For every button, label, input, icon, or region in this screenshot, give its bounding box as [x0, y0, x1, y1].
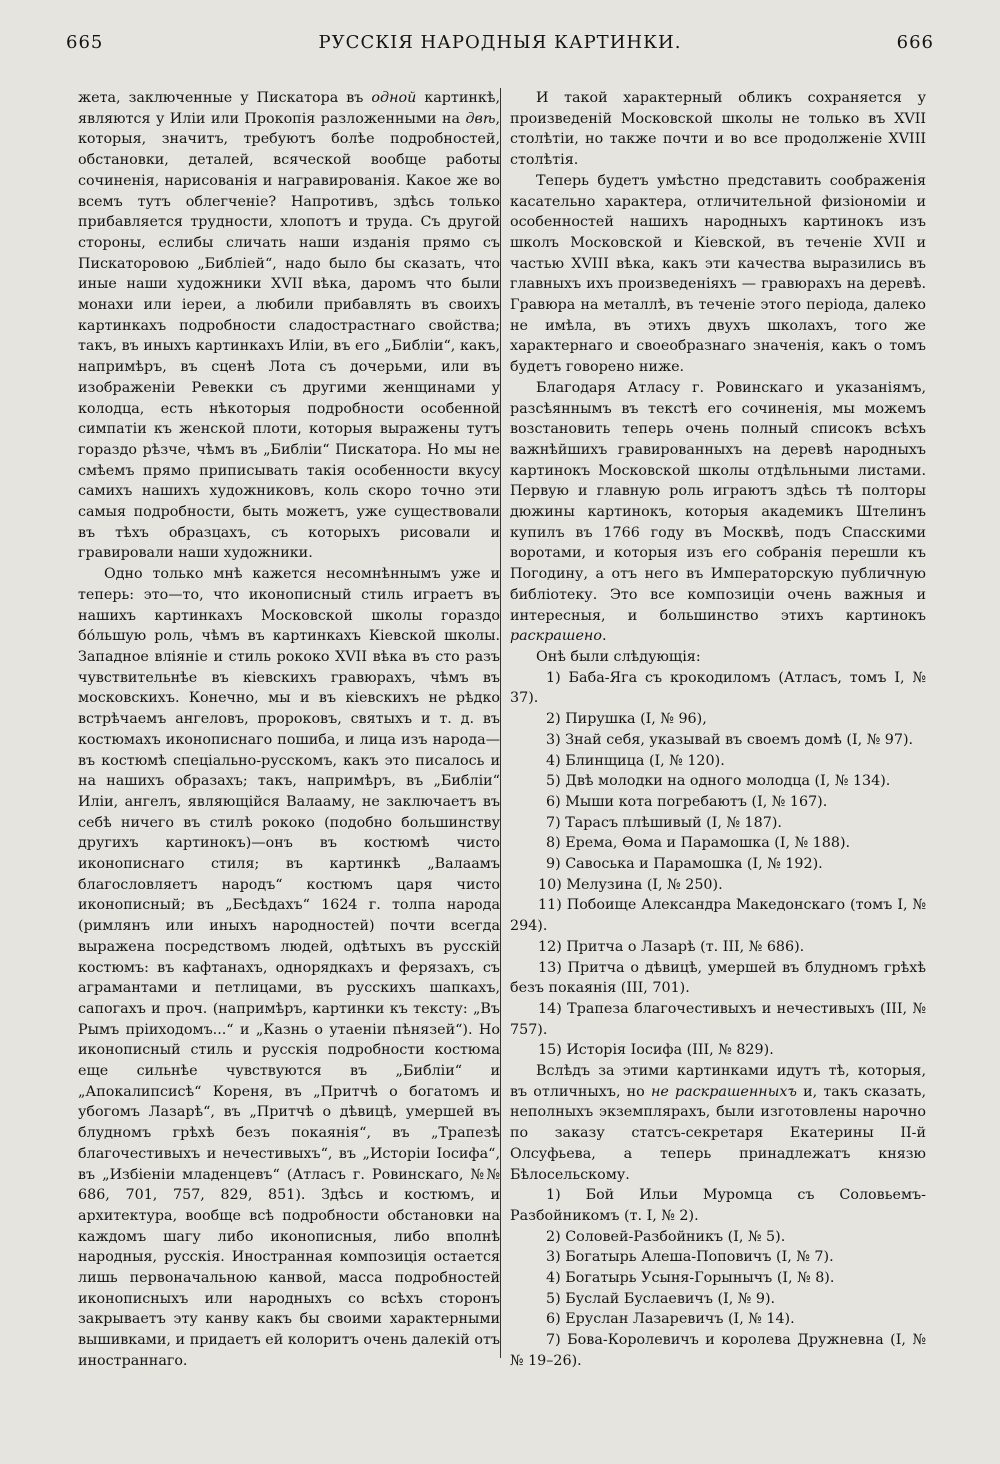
- list-item: 3) Богатырь Алеша-Поповичъ (I, № 7).: [546, 1249, 834, 1266]
- page-number-right: 666: [896, 32, 934, 53]
- list-item: 9) Савоська и Парамошка (I, № 192).: [546, 856, 823, 873]
- paragraph: жета, заключенные у Пискатора въ одной картинкѣ, являются у Иліи или Прокопія разложенными на двѣ, которыя, значитъ, требуютъ болѣе подробностей, обстановки, деталей, всяческой вообще работы сочиненія, нарисованія и награвированія. Какое же во всемъ тутъ облегченіе? Напротивъ, здѣсь только прибавляется трудности, хлопотъ и труда. Съ другой стороны, еслибы сличать наши изданія прямо съ Пискаторовою „Библіей“, надо было бы сказать, что иные наши художники XVII вѣка, даромъ что были монахи или іереи, а любили прибавлять въ своихъ картинкахъ подробности сладострастнаго свойства; такъ, въ иныхъ картинкахъ Иліи, въ его „Библіи“, какъ, напримѣръ, въ сценѣ Лота съ дочерьми, или въ изображеніи Ревекки съ другими женщинами у колодца, есть нѣкоторыя подробности особенной симпатіи къ женской плоти, которыя выражены тутъ гораздо рѣзче, чѣмъ въ „Библіи“ Пискатора. Но мы не смѣемъ прямо приписывать такія особенности вкусу самихъ нашихъ художниковъ, коль скоро точно эти самыя подробности, быть можетъ, уже существовали въ тѣхъ образцахъ, съ которыхъ рисовали и гравировали наши художники.: [78, 90, 500, 562]
- paragraph: Вслѣдъ за этими картинками идутъ тѣ, которыя, въ отличныхъ, но не раскрашенныхъ и, такъ сказать, неполныхъ экземплярахъ, были изготовлены нарочно по заказу статсъ-секретаря Екатерины II-й Олсуфьева, а теперь принадлежатъ князю Бѣлосельскому.: [510, 1063, 927, 1183]
- list-item: 4) Богатырь Усыня-Горынычъ (I, № 8).: [546, 1270, 835, 1287]
- page-number-left: 665: [66, 32, 104, 53]
- paragraph: Теперь будетъ умѣстно представить соображенія касательно характера, отличительной физіономіи и особенностей нашихъ народныхъ картинокъ изъ школъ Московской и Кіевской, въ теченіе XVII и частью XVIII вѣка, какъ эти качества выразились въ главныхъ ихъ произведеніяхъ — гравюрахъ на деревѣ. Гравюра на металлѣ, въ теченіе этого періода, далеко не имѣла, въ этихъ двухъ школахъ, того же характернаго и своеобразнаго значенія, какъ о томъ будетъ говорено ниже.: [510, 172, 926, 376]
- olsufyev-list: [510, 1185, 926, 1371]
- list-item: 5) Буслай Буслаевичъ (I, № 9).: [546, 1290, 776, 1307]
- list-item: 8) Ерема, Ѳома и Парамошка (I, № 188).: [546, 835, 851, 852]
- list-item: 6) Мыши кота погребаютъ (I, № 167).: [546, 793, 828, 810]
- list-item: 10) Мелузина (I, № 250).: [538, 876, 723, 893]
- running-title: РУССКІЯ НАРОДНЫЯ КАРТИНКИ.: [318, 32, 682, 53]
- paragraph: И такой характерный обликъ сохраняется у произведеній Московской школы не только въ XVII столѣтіи, но также почти и во все продолженіе XVIII столѣтія.: [510, 90, 926, 169]
- list-item: 4) Блинщица (I, № 120).: [546, 752, 725, 769]
- list-item: 15) Исторія Іосифа (III, № 829).: [538, 1042, 774, 1059]
- list-item: 6) Еруслан Лазаревичъ (I, № 14).: [546, 1311, 795, 1328]
- paragraph: Одно только мнѣ кажется несомнѣннымъ уже и теперь: это—то, что иконописный стиль играетъ въ нашихъ картинкахъ Московской школы гораздо бо́льшую роль, чѣмъ въ картинкахъ Кіевской школы. Западное вліяніе и стиль рококо XVII вѣка въ сто разъ чувствительнѣе въ кіевскихъ гравюрахъ, чѣмъ въ московскихъ. Конечно, мы и въ кіевскихъ не рѣдко встрѣчаемъ ангеловъ, пророковъ, святыхъ и т. д. въ костюмахъ иконописнаго пошиба, и лица изъ народа—въ костюмѣ спеціально-русскомъ, какъ это писалось и на нашихъ образахъ; такъ, напримѣръ, въ „Библіи“ Иліи, ангелъ, являющійся Валааму, не заключаетъ въ себѣ ничего въ стилѣ рококо (подобно большинству другихъ картинокъ)—онъ въ костюмѣ чисто иконописнаго стиля; въ картинкѣ „Валаамъ благословляетъ народъ“ костюмъ царя чисто иконописный; въ „Бесѣдахъ“ 1624 г. толпа народа (римлянъ или иныхъ народностей) почти всегда выражена посредствомъ людей, одѣтыхъ въ русскій костюмъ: въ кафтанахъ, однорядкахъ и ферязахъ, съ аграмантами и петлицами, въ русскихъ шапкахъ, сапогахъ и проч. (напримѣръ, картинки къ тексту: „Въ Рымъ пріиходомъ...“ и „Казнь о утаеніи пѣнязей“). Но иконописный стиль и русскія подробности костюма еще сильнѣе чувствуются въ „Библіи“ и „Апокалипсисѣ“ Кореня, въ „Притчѣ о богатомъ и убогомъ Лазарѣ“, въ „Притчѣ о дѣвицѣ, умершей въ блудномъ грѣхѣ безъ покаянія“, въ „Трапезѣ благочестивыхъ и нечестивыхъ“, въ „Исторіи Іосифа“, въ „Избіеніи младенцевъ“ (Атласъ г. Ровинскаго, №№ 686, 701, 757, 829, 851). Здѣсь и костюмъ, и архитектура, вообще всѣ подробности обстановки на каждомъ шагу либо иконописныя, либо вполнѣ народныя, русскія. Иностранная композиція остается лишь первоначальною канвой, масса подробностей иконописныхъ или народныхъ со всѣхъ сторонъ закрываетъ эту канву какъ бы своими характерными вышивками, и придаетъ ей колоритъ очень далекій отъ иностраннаго.: [78, 566, 500, 1369]
- running-header: [66, 32, 934, 62]
- right-column: [510, 88, 926, 1372]
- list-item: 1) Бой Ильи Муромца съ Соловьемъ-Разбойникомъ (т. I, № 2).: [510, 1187, 926, 1224]
- list-item: 7) Бова-Королевичъ и королева Дружневна (I, №№ 19–26).: [510, 1332, 926, 1369]
- list-item: 2) Пирушка (I, № 96),: [546, 711, 707, 728]
- list-item: 11) Побоище Александра Македонскаго (томъ I, № 294).: [510, 897, 926, 935]
- column-divider: [500, 88, 501, 1358]
- list-item: 12) Притча о Лазарѣ (т. III, № 686).: [538, 938, 805, 955]
- list-item: 3) Знай себя, указывай въ своемъ домѣ (I, № 97).: [546, 731, 914, 748]
- list-item: 7) Тарасъ плѣшивый (I, № 187).: [546, 814, 782, 831]
- list-item: 5) Двѣ молодки на одного молодца (I, № 134).: [546, 773, 891, 790]
- list-item: 1) Баба-Яга съ крокодиломъ (Атласъ, томъ I, № 37).: [510, 669, 926, 707]
- paragraph: Благодаря Атласу г. Ровинскаго и указаніямъ, разсѣяннымъ въ текстѣ его сочиненія, мы можемъ возстановить теперь очень полный списокъ всѣхъ важнѣйшихъ гравированныхъ на деревѣ народныхъ картинокъ Московской школы отдѣльными листами. Первую и главную роль играютъ здѣсь тѣ полторы дюжины картинокъ, которыя академикъ Штелинъ купилъ въ 1766 году въ Москвѣ, подъ Спасскими воротами, и которыя изъ его собранія перешли къ Погодину, а отъ него въ Императорскую публичную библіотеку. Это все композиціи очень важныя и интересныя, и большинство этихъ картинокъ раскрашено.: [510, 379, 926, 645]
- list-intro: Онѣ были слѣдующія:: [536, 648, 701, 665]
- list-item: 14) Трапеза благочестивыхъ и нечестивыхъ (III, № 757).: [510, 1000, 926, 1038]
- list-item: 13) Притча о дѣвицѣ, умершей въ блудномъ грѣхѣ безъ покаянія (III, 701).: [510, 959, 926, 997]
- list-item: 2) Соловей-Разбойникъ (I, № 5).: [546, 1228, 786, 1245]
- left-column: [78, 88, 500, 1372]
- stehlin-list: [510, 668, 926, 1061]
